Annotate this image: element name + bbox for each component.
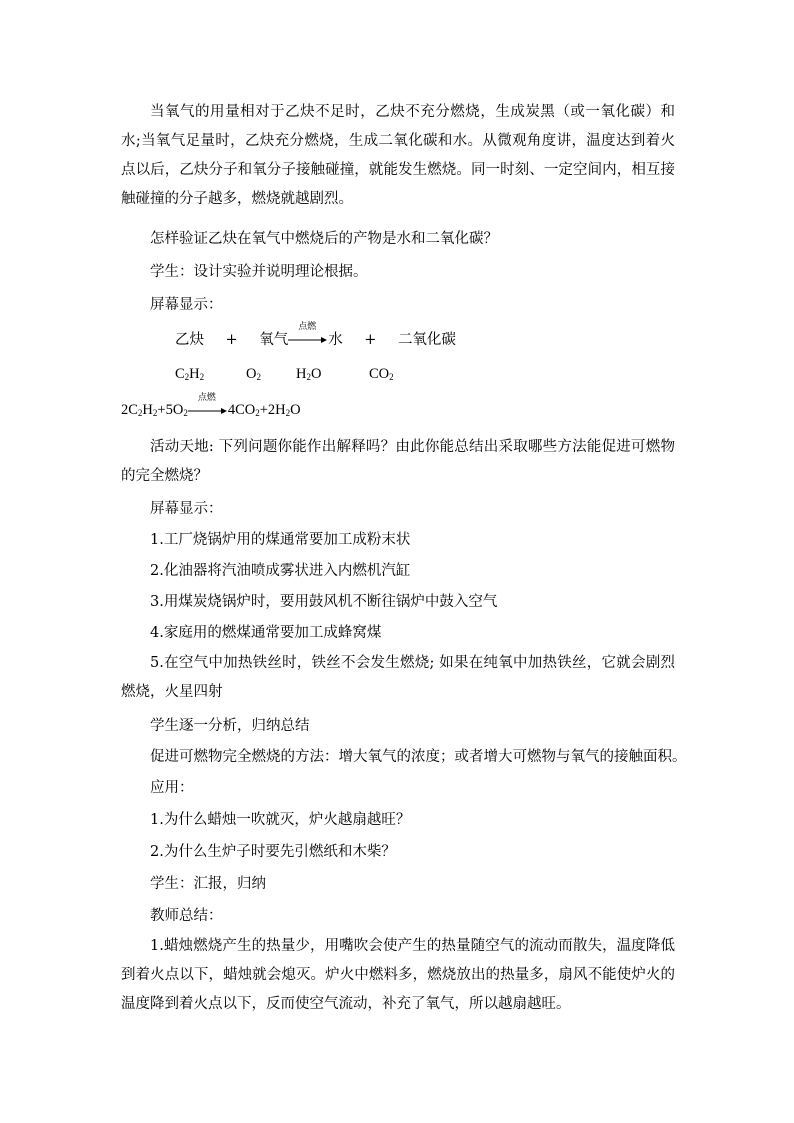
reactant-acetylene: 乙炔 — [175, 332, 204, 348]
plus-sign: + — [225, 332, 238, 348]
question-verify-products: 怎样验证乙炔在氧气中燃烧后的产物是水和二氧化碳？ — [150, 231, 498, 247]
student-design-experiment: 学生：设计实验并说明理论根据。 — [150, 264, 368, 280]
condition-ignite: 点燃 — [298, 322, 317, 332]
list-item: 4.家庭用的燃煤通常要加工成蜂窝煤 — [150, 625, 382, 641]
question-candle: 1.为什么蜡烛一吹就灭，炉火越扇越旺？ — [150, 812, 411, 828]
reaction-arrow — [188, 392, 228, 418]
list-item: 2.化油器将汽油喷成雾状进入内燃机汽缸 — [150, 563, 411, 579]
screen-display-label: 屏幕显示： — [150, 501, 223, 517]
reaction-arrow — [288, 322, 328, 347]
activity-question: 活动天地: 下列问题你能作出解释吗？由此你能总结出采取哪些方法能促进可燃物的完全燃烧？ — [121, 439, 675, 484]
teacher-summary-label: 教师总结： — [150, 908, 223, 924]
application-label: 应用： — [150, 780, 194, 796]
paragraph-acetylene-combustion: 当氧气的用量相对于乙炔不足时，乙炔不充分燃烧，生成炭黑（或一氧化碳）和水;当氧气足量时，乙炔充分燃烧，生成二氧化碳和水。从微观角度讲，温度达到着火点以后，乙炔分子和氧分子接触碰撞，就能发生燃烧。同一时刻、一定空间内，相互接触碰撞的分子越多，燃烧就越剧烈。 — [121, 104, 675, 207]
list-item: 1.工厂烧锅炉用的煤通常要加工成粉末状 — [150, 532, 411, 548]
formula-h2o: $H_2O$ — [296, 366, 322, 382]
reactant-oxygen: 氧气 — [259, 332, 289, 348]
formula-o2: $O_2$ — [246, 366, 261, 382]
student-analysis: 学生逐一分析，归纳总结 — [150, 718, 310, 734]
arrow-icon — [288, 333, 328, 347]
product-water: 水 — [328, 332, 343, 348]
formula-co2: $CO_2$ — [369, 366, 394, 382]
word-equation — [175, 322, 456, 350]
screen-display-label: 屏幕显示： — [150, 297, 223, 313]
condition-ignite: 点燃 — [197, 392, 216, 403]
teacher-summary-text: 1.蜡烛燃烧产生的热量少，用嘴吹会使产生的热量随空气的流动而散失，温度降低到着火点以下，蜡烛就会熄灭。炉火中燃料多，燃烧放出的热量多，扇风不能使炉火的温度降到着火点以下，反而使空气流动，补充了氧气，所以越扇越旺。 — [121, 938, 675, 1012]
arrow-icon — [188, 404, 228, 418]
formula-c2h2: $C_2H_2$ — [175, 366, 205, 382]
list-item-iron-wire: 5.在空气中加热铁丝时，铁丝不会发生燃烧; 如果在纯氧中加热铁丝，它就会剧烈燃烧，火星四射 — [121, 655, 675, 700]
plus-sign: + — [364, 332, 377, 348]
question-stove: 2.为什么生炉子时要先引燃纸和木柴？ — [150, 844, 396, 860]
list-item: 3.用煤炭烧锅炉时，要用鼓风机不断往锅炉中鼓入空气 — [150, 594, 498, 610]
complete-combustion-methods: 促进可燃物完全燃烧的方法：增大氧气的浓度；或者增大可燃物与氧气的接触面积。 — [150, 749, 687, 765]
student-report: 学生：汇报，归纳 — [150, 876, 266, 892]
balanced-equation: $2C_2H_2+5O_2$ 点燃 $4CO_2+2H_2O$ — [121, 392, 301, 418]
product-carbon-dioxide: 二氧化碳 — [397, 332, 456, 348]
